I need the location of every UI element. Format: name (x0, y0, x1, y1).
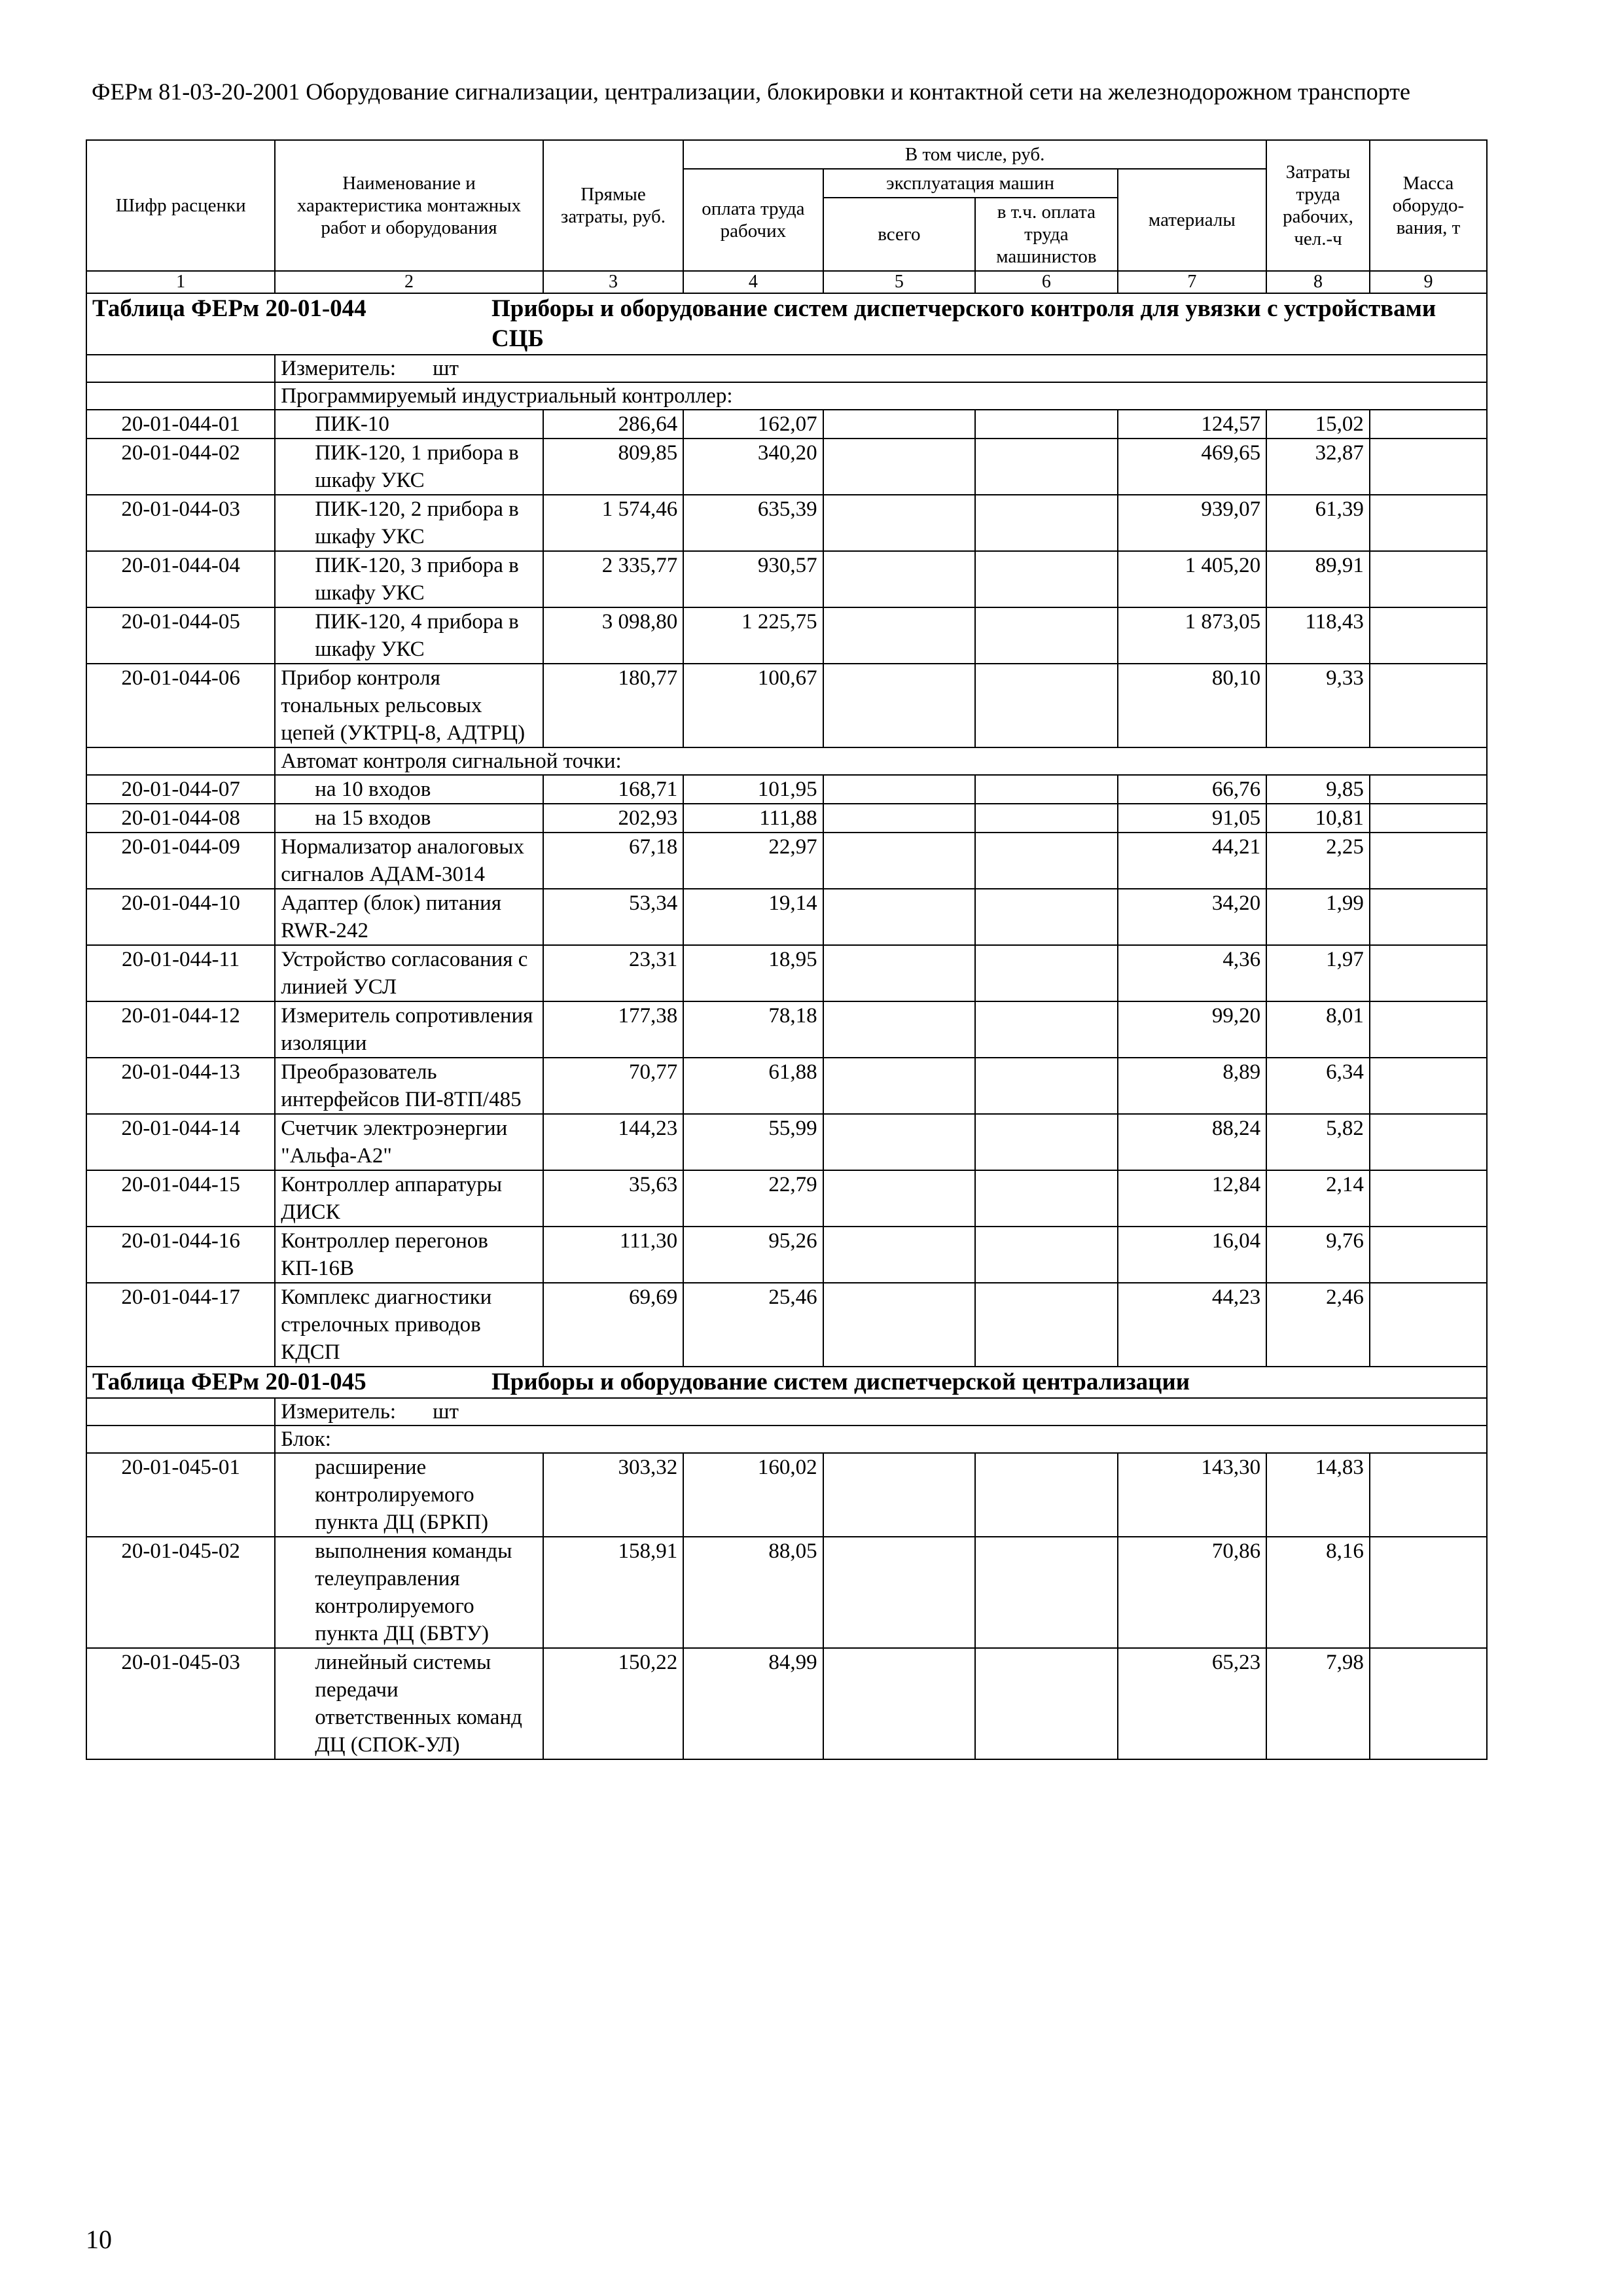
labor-hours: 1,97 (1266, 945, 1370, 1001)
rate-code: 20-01-044-14 (86, 1114, 275, 1170)
labor-pay: 19,14 (683, 889, 823, 945)
table-row (86, 1227, 1487, 1283)
labor-pay: 930,57 (683, 551, 823, 607)
equipment-mass (1370, 804, 1487, 833)
table-row (86, 607, 1487, 664)
equipment-mass (1370, 889, 1487, 945)
equipment-mass (1370, 833, 1487, 889)
section-title: Приборы и оборудование систем диспетчерского контроля для увязки с устройствами СЦБ (491, 295, 1436, 352)
work-name: Измеритель сопротивления изоляции (275, 1001, 543, 1058)
col-header-name: Наименование и характеристика монтажных работ и оборудования (275, 140, 543, 271)
direct-cost: 158,91 (543, 1537, 683, 1648)
machines-labor (975, 889, 1117, 945)
table-row (86, 551, 1487, 607)
labor-hours: 2,46 (1266, 1283, 1370, 1367)
col-number: 4 (683, 271, 823, 293)
col-header-materials: материалы (1118, 169, 1267, 271)
work-name: линейный системы передачи ответственных команд ДЦ (СПОК-УЛ) (275, 1648, 543, 1759)
machines-labor (975, 1114, 1117, 1170)
measure-unit: шт (433, 1400, 459, 1424)
machines-total (823, 410, 976, 439)
col-number: 6 (975, 271, 1117, 293)
machines-labor (975, 1227, 1117, 1283)
direct-cost: 286,64 (543, 410, 683, 439)
machines-labor (975, 1648, 1117, 1759)
measure-row (86, 355, 1487, 382)
section-heading (86, 293, 1487, 355)
labor-pay: 84,99 (683, 1648, 823, 1759)
group-empty-cell (86, 382, 275, 410)
table-row (86, 1648, 1487, 1759)
table-row (86, 775, 1487, 804)
col-header-machines-total: всего (823, 198, 976, 271)
direct-cost: 150,22 (543, 1648, 683, 1759)
machines-total (823, 1114, 976, 1170)
work-name: расширение контролируемого пункта ДЦ (БРКП) (275, 1453, 543, 1537)
materials: 44,23 (1118, 1283, 1267, 1367)
page-number: 10 (86, 2225, 112, 2254)
direct-cost: 168,71 (543, 775, 683, 804)
section-heading (86, 1367, 1487, 1398)
labor-pay: 100,67 (683, 664, 823, 747)
table-row (86, 889, 1487, 945)
table-row (86, 1170, 1487, 1227)
equipment-mass (1370, 1114, 1487, 1170)
work-name: на 15 входов (275, 804, 543, 833)
col-number: 8 (1266, 271, 1370, 293)
machines-labor (975, 439, 1117, 495)
table-row (86, 945, 1487, 1001)
direct-cost: 144,23 (543, 1114, 683, 1170)
labor-pay: 55,99 (683, 1114, 823, 1170)
labor-hours: 15,02 (1266, 410, 1370, 439)
direct-cost: 2 335,77 (543, 551, 683, 607)
materials: 469,65 (1118, 439, 1267, 495)
col-number: 2 (275, 271, 543, 293)
machines-total (823, 1227, 976, 1283)
labor-pay: 22,97 (683, 833, 823, 889)
machines-labor (975, 1453, 1117, 1537)
labor-pay: 18,95 (683, 945, 823, 1001)
labor-pay: 635,39 (683, 495, 823, 551)
equipment-mass (1370, 775, 1487, 804)
rate-code: 20-01-044-15 (86, 1170, 275, 1227)
group-title: Блок: (275, 1426, 1487, 1453)
materials: 16,04 (1118, 1227, 1267, 1283)
materials: 939,07 (1118, 495, 1267, 551)
group-empty-cell (86, 747, 275, 775)
work-name: Комплекс диагностики стрелочных приводов КДСП (275, 1283, 543, 1367)
labor-hours: 8,16 (1266, 1537, 1370, 1648)
rates-table (86, 139, 1488, 1760)
machines-labor (975, 833, 1117, 889)
labor-hours: 10,81 (1266, 804, 1370, 833)
rate-code: 20-01-045-01 (86, 1453, 275, 1537)
work-name: Прибор контроля тональных рельсовых цепей (УКТРЦ-8, АДТРЦ) (275, 664, 543, 747)
col-number: 5 (823, 271, 976, 293)
machines-total (823, 889, 976, 945)
materials: 66,76 (1118, 775, 1267, 804)
labor-hours: 5,82 (1266, 1114, 1370, 1170)
materials: 1 873,05 (1118, 607, 1267, 664)
work-name: Контроллер перегонов КП-16В (275, 1227, 543, 1283)
work-name: Преобразователь интерфейсов ПИ-8ТП/485 (275, 1058, 543, 1114)
column-numbers-row (86, 271, 1487, 293)
work-name: ПИК-10 (275, 410, 543, 439)
group-title-row (86, 1426, 1487, 1453)
col-header-machines-labor: в т.ч. оплата труда машинистов (975, 198, 1117, 271)
rate-code: 20-01-045-02 (86, 1537, 275, 1648)
materials: 4,36 (1118, 945, 1267, 1001)
machines-total (823, 945, 976, 1001)
direct-cost: 180,77 (543, 664, 683, 747)
measure-unit: шт (433, 357, 459, 380)
rate-code: 20-01-044-05 (86, 607, 275, 664)
machines-labor (975, 945, 1117, 1001)
labor-pay: 1 225,75 (683, 607, 823, 664)
equipment-mass (1370, 1537, 1487, 1648)
machines-labor (975, 551, 1117, 607)
work-name: ПИК-120, 4 прибора в шкафу УКС (275, 607, 543, 664)
machines-labor (975, 775, 1117, 804)
materials: 80,10 (1118, 664, 1267, 747)
labor-pay: 340,20 (683, 439, 823, 495)
machines-total (823, 607, 976, 664)
work-name: Устройство согласования с линией УСЛ (275, 945, 543, 1001)
equipment-mass (1370, 410, 1487, 439)
section-label: Таблица ФЕРм 20-01-044 (92, 295, 366, 322)
section-heading-row (86, 293, 1487, 355)
table-row (86, 1058, 1487, 1114)
table-body (86, 293, 1487, 1759)
work-name: выполнения команды телеуправления контролируемого пункта ДЦ (БВТУ) (275, 1537, 543, 1648)
col-number: 3 (543, 271, 683, 293)
direct-cost: 70,77 (543, 1058, 683, 1114)
col-header-direct: Прямые затраты, руб. (543, 140, 683, 271)
document-header-title: ФЕРм 81-03-20-2001 Оборудование сигнализации, централизации, блокировки и контактной сети на железнодорожном транспорте (92, 79, 1411, 105)
labor-pay: 160,02 (683, 1453, 823, 1537)
group-title-row (86, 382, 1487, 410)
direct-cost: 23,31 (543, 945, 683, 1001)
col-number: 1 (86, 271, 275, 293)
rate-code: 20-01-044-10 (86, 889, 275, 945)
labor-hours: 9,85 (1266, 775, 1370, 804)
measure-empty-cell (86, 1398, 275, 1426)
materials: 44,21 (1118, 833, 1267, 889)
rate-code: 20-01-044-01 (86, 410, 275, 439)
section-title: Приборы и оборудование систем диспетчерской централизации (491, 1369, 1190, 1395)
labor-hours: 2,25 (1266, 833, 1370, 889)
labor-hours: 14,83 (1266, 1453, 1370, 1537)
table-row (86, 1283, 1487, 1367)
rate-code: 20-01-044-17 (86, 1283, 275, 1367)
table-row (86, 833, 1487, 889)
machines-labor (975, 495, 1117, 551)
measure-row (86, 1398, 1487, 1426)
direct-cost: 1 574,46 (543, 495, 683, 551)
col-header-labor-pay: оплата труда рабочих (683, 169, 823, 271)
section-label: Таблица ФЕРм 20-01-045 (92, 1369, 366, 1395)
equipment-mass (1370, 664, 1487, 747)
machines-labor (975, 1001, 1117, 1058)
labor-pay: 111,88 (683, 804, 823, 833)
materials: 70,86 (1118, 1537, 1267, 1648)
group-title: Автомат контроля сигнальной точки: (275, 747, 1487, 775)
machines-total (823, 775, 976, 804)
machines-total (823, 439, 976, 495)
table-row (86, 1114, 1487, 1170)
machines-total (823, 1170, 976, 1227)
materials: 12,84 (1118, 1170, 1267, 1227)
labor-pay: 162,07 (683, 410, 823, 439)
rate-code: 20-01-045-03 (86, 1648, 275, 1759)
labor-hours: 7,98 (1266, 1648, 1370, 1759)
work-name: ПИК-120, 3 прибора в шкафу УКС (275, 551, 543, 607)
equipment-mass (1370, 1058, 1487, 1114)
direct-cost: 35,63 (543, 1170, 683, 1227)
equipment-mass (1370, 1648, 1487, 1759)
rate-code: 20-01-044-13 (86, 1058, 275, 1114)
work-name: Нормализатор аналоговых сигналов АДАМ-3014 (275, 833, 543, 889)
materials: 91,05 (1118, 804, 1267, 833)
work-name: ПИК-120, 1 прибора в шкафу УКС (275, 439, 543, 495)
labor-pay: 78,18 (683, 1001, 823, 1058)
col-header-incl: В том числе, руб. (683, 140, 1266, 169)
table-row (86, 664, 1487, 747)
measure-label: Измеритель: (281, 1400, 397, 1424)
materials: 34,20 (1118, 889, 1267, 945)
labor-hours: 9,76 (1266, 1227, 1370, 1283)
materials: 124,57 (1118, 410, 1267, 439)
equipment-mass (1370, 495, 1487, 551)
table-header (86, 140, 1487, 293)
machines-total (823, 1058, 976, 1114)
direct-cost: 53,34 (543, 889, 683, 945)
labor-hours: 32,87 (1266, 439, 1370, 495)
direct-cost: 303,32 (543, 1453, 683, 1537)
measure-label: Измеритель: (281, 357, 397, 380)
direct-cost: 177,38 (543, 1001, 683, 1058)
machines-total (823, 804, 976, 833)
labor-hours: 1,99 (1266, 889, 1370, 945)
table-row (86, 439, 1487, 495)
machines-labor (975, 804, 1117, 833)
measure-empty-cell (86, 355, 275, 382)
direct-cost: 3 098,80 (543, 607, 683, 664)
labor-hours: 9,33 (1266, 664, 1370, 747)
machines-total (823, 551, 976, 607)
rate-code: 20-01-044-11 (86, 945, 275, 1001)
machines-labor (975, 607, 1117, 664)
work-name: Адаптер (блок) питания RWR-242 (275, 889, 543, 945)
direct-cost: 202,93 (543, 804, 683, 833)
section-heading-grid (92, 1367, 1481, 1397)
labor-pay: 88,05 (683, 1537, 823, 1648)
rate-code: 20-01-044-12 (86, 1001, 275, 1058)
equipment-mass (1370, 1170, 1487, 1227)
direct-cost: 111,30 (543, 1227, 683, 1283)
equipment-mass (1370, 945, 1487, 1001)
rate-code: 20-01-044-06 (86, 664, 275, 747)
equipment-mass (1370, 1001, 1487, 1058)
direct-cost: 67,18 (543, 833, 683, 889)
rate-code: 20-01-044-07 (86, 775, 275, 804)
equipment-mass (1370, 1227, 1487, 1283)
table-row (86, 804, 1487, 833)
labor-hours: 89,91 (1266, 551, 1370, 607)
group-title-row (86, 747, 1487, 775)
machines-total (823, 1001, 976, 1058)
machines-total (823, 1648, 976, 1759)
equipment-mass (1370, 1283, 1487, 1367)
materials: 88,24 (1118, 1114, 1267, 1170)
machines-labor (975, 1537, 1117, 1648)
machines-total (823, 1453, 976, 1537)
measure-cell (275, 1398, 1487, 1426)
labor-pay: 22,79 (683, 1170, 823, 1227)
rate-code: 20-01-044-04 (86, 551, 275, 607)
machines-labor (975, 664, 1117, 747)
direct-cost: 69,69 (543, 1283, 683, 1367)
col-number: 9 (1370, 271, 1487, 293)
table-row (86, 1453, 1487, 1537)
measure-cell (275, 355, 1487, 382)
group-title: Программируемый индустриальный контроллер: (275, 382, 1487, 410)
table-row (86, 1001, 1487, 1058)
rate-code: 20-01-044-16 (86, 1227, 275, 1283)
labor-pay: 25,46 (683, 1283, 823, 1367)
work-name: Счетчик электроэнергии "Альфа-А2" (275, 1114, 543, 1170)
rate-code: 20-01-044-02 (86, 439, 275, 495)
labor-pay: 101,95 (683, 775, 823, 804)
machines-total (823, 1283, 976, 1367)
materials: 143,30 (1118, 1453, 1267, 1537)
machines-total (823, 495, 976, 551)
rate-code: 20-01-044-03 (86, 495, 275, 551)
labor-pay: 95,26 (683, 1227, 823, 1283)
labor-hours: 6,34 (1266, 1058, 1370, 1114)
machines-total (823, 1537, 976, 1648)
work-name: на 10 входов (275, 775, 543, 804)
table-row (86, 410, 1487, 439)
machines-labor (975, 1170, 1117, 1227)
labor-hours: 8,01 (1266, 1001, 1370, 1058)
labor-pay: 61,88 (683, 1058, 823, 1114)
equipment-mass (1370, 607, 1487, 664)
section-heading-grid (92, 294, 1481, 354)
direct-cost: 809,85 (543, 439, 683, 495)
machines-labor (975, 410, 1117, 439)
group-empty-cell (86, 1426, 275, 1453)
materials: 99,20 (1118, 1001, 1267, 1058)
equipment-mass (1370, 439, 1487, 495)
col-header-mass: Масса оборудо-вания, т (1370, 140, 1487, 271)
work-name: Контроллер аппаратуры ДИСК (275, 1170, 543, 1227)
col-header-labor-cost: Затраты труда рабочих, чел.-ч (1266, 140, 1370, 271)
machines-labor (975, 1058, 1117, 1114)
work-name: ПИК-120, 2 прибора в шкафу УКС (275, 495, 543, 551)
col-header-machines: эксплуатация машин (823, 169, 1118, 198)
materials: 1 405,20 (1118, 551, 1267, 607)
labor-hours: 118,43 (1266, 607, 1370, 664)
equipment-mass (1370, 1453, 1487, 1537)
equipment-mass (1370, 551, 1487, 607)
machines-labor (975, 1283, 1117, 1367)
col-header-code: Шифр расценки (86, 140, 275, 271)
materials: 65,23 (1118, 1648, 1267, 1759)
col-number: 7 (1118, 271, 1267, 293)
labor-hours: 2,14 (1266, 1170, 1370, 1227)
labor-hours: 61,39 (1266, 495, 1370, 551)
materials: 8,89 (1118, 1058, 1267, 1114)
machines-total (823, 833, 976, 889)
machines-total (823, 664, 976, 747)
table-row (86, 495, 1487, 551)
table-row (86, 1537, 1487, 1648)
rate-code: 20-01-044-09 (86, 833, 275, 889)
rate-code: 20-01-044-08 (86, 804, 275, 833)
section-heading-row (86, 1367, 1487, 1398)
